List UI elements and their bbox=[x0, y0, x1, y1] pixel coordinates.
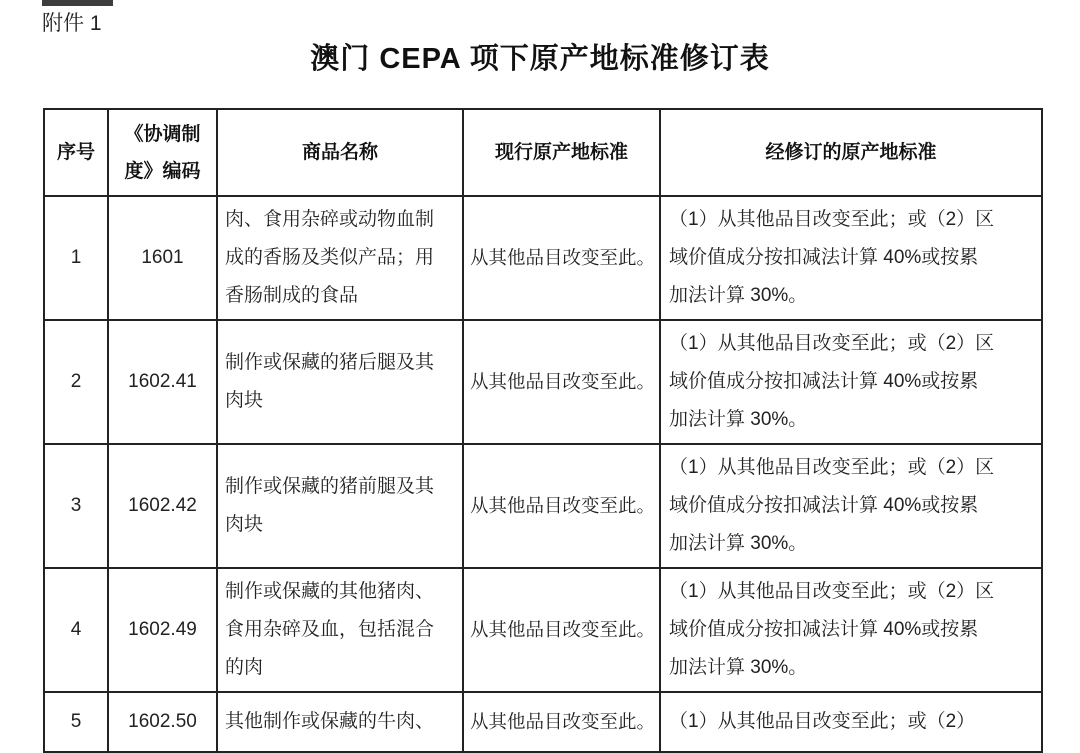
cell-hs-code: 1602.50 bbox=[108, 692, 217, 752]
attachment-label: 附件 1 bbox=[42, 12, 102, 35]
table-row bbox=[44, 444, 1042, 568]
table-header-row bbox=[44, 109, 1042, 196]
cell-product-name: 肉、食用杂碎或动物血制成的香肠及类似产品；用香肠制成的食品 bbox=[217, 196, 463, 320]
origin-standards-table bbox=[43, 108, 1043, 753]
cell-current-standard: 从其他品目改变至此。 bbox=[463, 568, 660, 692]
cell-hs-code: 1602.42 bbox=[108, 444, 217, 568]
cell-serial-number: 2 bbox=[44, 320, 108, 444]
cell-hs-code: 1601 bbox=[108, 196, 217, 320]
header-hs-code-label: 《协调制度》编码 bbox=[124, 123, 201, 182]
cell-serial-number: 1 bbox=[44, 196, 108, 320]
cropped-black-bar bbox=[42, 0, 113, 6]
cell-revised-standard: （1）从其他品目改变至此；或（2） bbox=[660, 692, 1042, 752]
header-product-name: 商品名称 bbox=[217, 109, 463, 196]
cell-current-standard: 从其他品目改变至此。 bbox=[463, 320, 660, 444]
cell-current-standard: 从其他品目改变至此。 bbox=[463, 444, 660, 568]
cell-product-name: 制作或保藏的猪后腿及其肉块 bbox=[217, 320, 463, 444]
cell-current-standard: 从其他品目改变至此。 bbox=[463, 196, 660, 320]
header-current-standard: 现行原产地标准 bbox=[463, 109, 660, 196]
table-row bbox=[44, 568, 1042, 692]
cell-revised-standard: （1）从其他品目改变至此；或（2）区域价值成分按扣减法计算 40%或按累加法计算 30%。 bbox=[660, 568, 1042, 692]
cell-serial-number: 3 bbox=[44, 444, 108, 568]
table-row bbox=[44, 320, 1042, 444]
cell-serial-number: 5 bbox=[44, 692, 108, 752]
table-row bbox=[44, 196, 1042, 320]
header-serial: 序号 bbox=[44, 109, 108, 196]
cell-revised-standard: （1）从其他品目改变至此；或（2）区域价值成分按扣减法计算 40%或按累加法计算 30%。 bbox=[660, 444, 1042, 568]
table-row bbox=[44, 692, 1042, 752]
cell-current-standard: 从其他品目改变至此。 bbox=[463, 692, 660, 752]
cell-revised-standard: （1）从其他品目改变至此；或（2）区域价值成分按扣减法计算 40%或按累加法计算 30%。 bbox=[660, 196, 1042, 320]
page-title: 澳门 CEPA 项下原产地标准修订表 bbox=[310, 43, 770, 75]
cell-serial-number: 4 bbox=[44, 568, 108, 692]
cell-revised-standard: （1）从其他品目改变至此；或（2）区域价值成分按扣减法计算 40%或按累加法计算 30%。 bbox=[660, 320, 1042, 444]
header-revised-standard: 经修订的原产地标准 bbox=[660, 109, 1042, 196]
cell-product-name: 制作或保藏的其他猪肉、食用杂碎及血，包括混合的肉 bbox=[217, 568, 463, 692]
cell-product-name: 其他制作或保藏的牛肉、 bbox=[217, 692, 463, 752]
cell-hs-code: 1602.49 bbox=[108, 568, 217, 692]
header-hs-code bbox=[108, 109, 217, 196]
cell-product-name: 制作或保藏的猪前腿及其肉块 bbox=[217, 444, 463, 568]
cell-hs-code: 1602.41 bbox=[108, 320, 217, 444]
